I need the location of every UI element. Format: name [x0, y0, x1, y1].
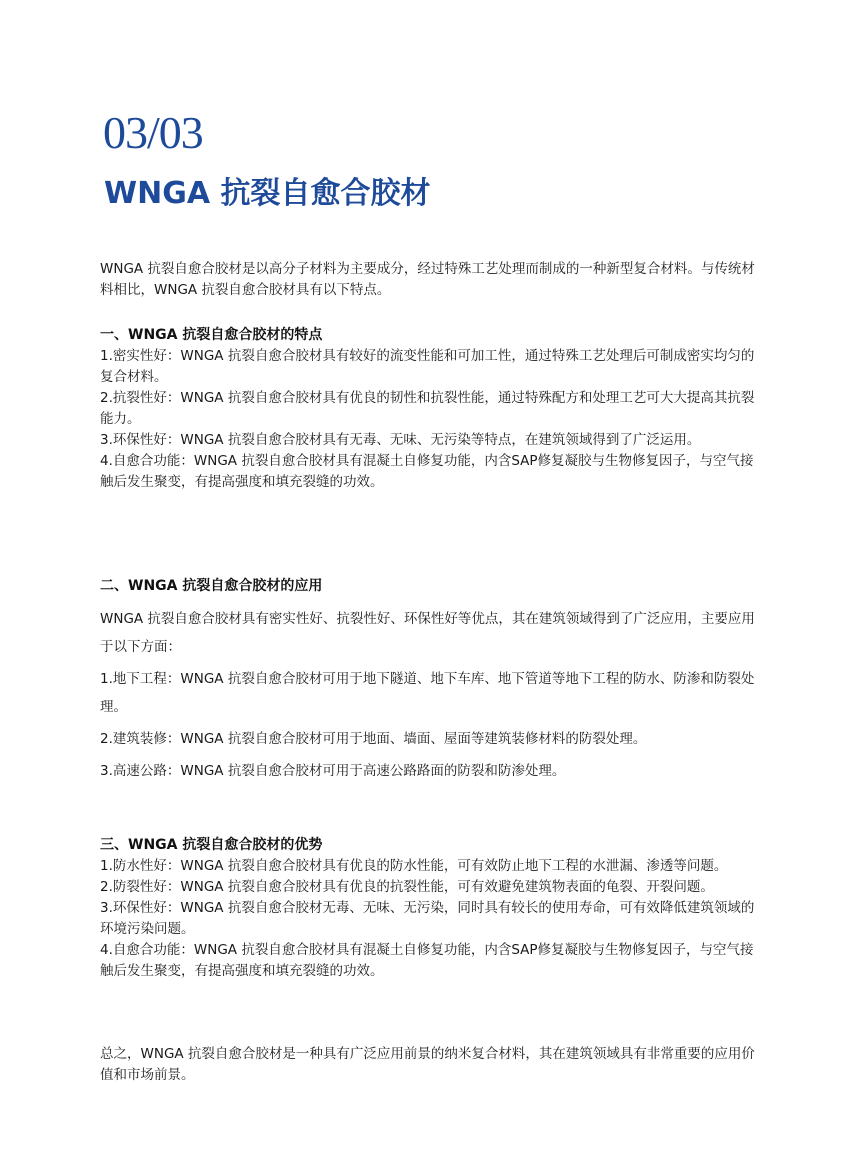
advantages-heading: 三、WNGA 抗裂自愈合胶材的优势 — [100, 837, 323, 853]
advantages-item: 2.防裂性好：WNGA 抗裂自愈合胶材具有优良的抗裂性能，可有效避免建筑物表面的龟裂、开裂问题。 — [100, 879, 714, 895]
page-number: 03/03 — [103, 107, 203, 158]
applications-intro: WNGA 抗裂自愈合胶材具有密实性好、抗裂性好、环保性好等优点，其在建筑领域得到了广泛应用，主要应用于以下方面： — [100, 611, 755, 655]
advantages-item: 3.环保性好：WNGA 抗裂自愈合胶材无毒、无味、无污染，同时具有较长的使用寿命，可有效降低建筑领域的环境污染问题。 — [100, 900, 755, 937]
document-title: WNGA 抗裂自愈合胶材 — [104, 176, 431, 211]
features-heading: 一、WNGA 抗裂自愈合胶材的特点 — [100, 327, 323, 343]
applications-item: 3.高速公路：WNGA 抗裂自愈合胶材可用于高速公路路面的防裂和防渗处理。 — [100, 763, 566, 779]
features-item: 2.抗裂性好：WNGA 抗裂自愈合胶材具有优良的韧性和抗裂性能，通过特殊配方和处理工艺可大大提高其抗裂能力。 — [100, 390, 755, 427]
conclusion-paragraph: 总之，WNGA 抗裂自愈合胶材是一种具有广泛应用前景的纳米复合材料，其在建筑领域具有非常重要的应用价值和市场前景。 — [100, 1046, 755, 1083]
applications-section — [100, 574, 762, 789]
advantages-item: 1.防水性好：WNGA 抗裂自愈合胶材具有优良的防水性能，可有效防止地下工程的水泄漏、渗透等问题。 — [100, 858, 728, 874]
features-section — [100, 325, 762, 493]
applications-heading: 二、WNGA 抗裂自愈合胶材的应用 — [100, 578, 323, 594]
applications-item: 1.地下工程：WNGA 抗裂自愈合胶材可用于地下隧道、地下车库、地下管道等地下工程的防水、防渗和防裂处理。 — [100, 671, 755, 715]
advantages-item: 4.自愈合功能：WNGA 抗裂自愈合胶材具有混凝土自修复功能，内含SAP修复凝胶与生物修复因子，与空气接触后发生聚变，有提高强度和填充裂缝的功效。 — [100, 942, 754, 979]
conclusion-section — [100, 1044, 762, 1086]
features-item: 4.自愈合功能：WNGA 抗裂自愈合胶材具有混凝土自修复功能，内含SAP修复凝胶与生物修复因子，与空气接触后发生聚变，有提高强度和填充裂缝的功效。 — [100, 453, 754, 490]
intro-paragraph: WNGA 抗裂自愈合胶材是以高分子材料为主要成分，经过特殊工艺处理而制成的一种新型复合材料。与传统材料相比，WNGA 抗裂自愈合胶材具有以下特点。 — [100, 261, 755, 298]
advantages-section — [100, 835, 762, 982]
intro-section — [100, 259, 762, 301]
features-item: 1.密实性好：WNGA 抗裂自愈合胶材具有较好的流变性能和可加工性，通过特殊工艺处理后可制成密实均匀的复合材料。 — [100, 348, 755, 385]
features-item: 3.环保性好：WNGA 抗裂自愈合胶材具有无毒、无味、无污染等特点，在建筑领域得到了广泛运用。 — [100, 432, 701, 448]
applications-item: 2.建筑装修：WNGA 抗裂自愈合胶材可用于地面、墙面、屋面等建筑装修材料的防裂处理。 — [100, 731, 647, 747]
